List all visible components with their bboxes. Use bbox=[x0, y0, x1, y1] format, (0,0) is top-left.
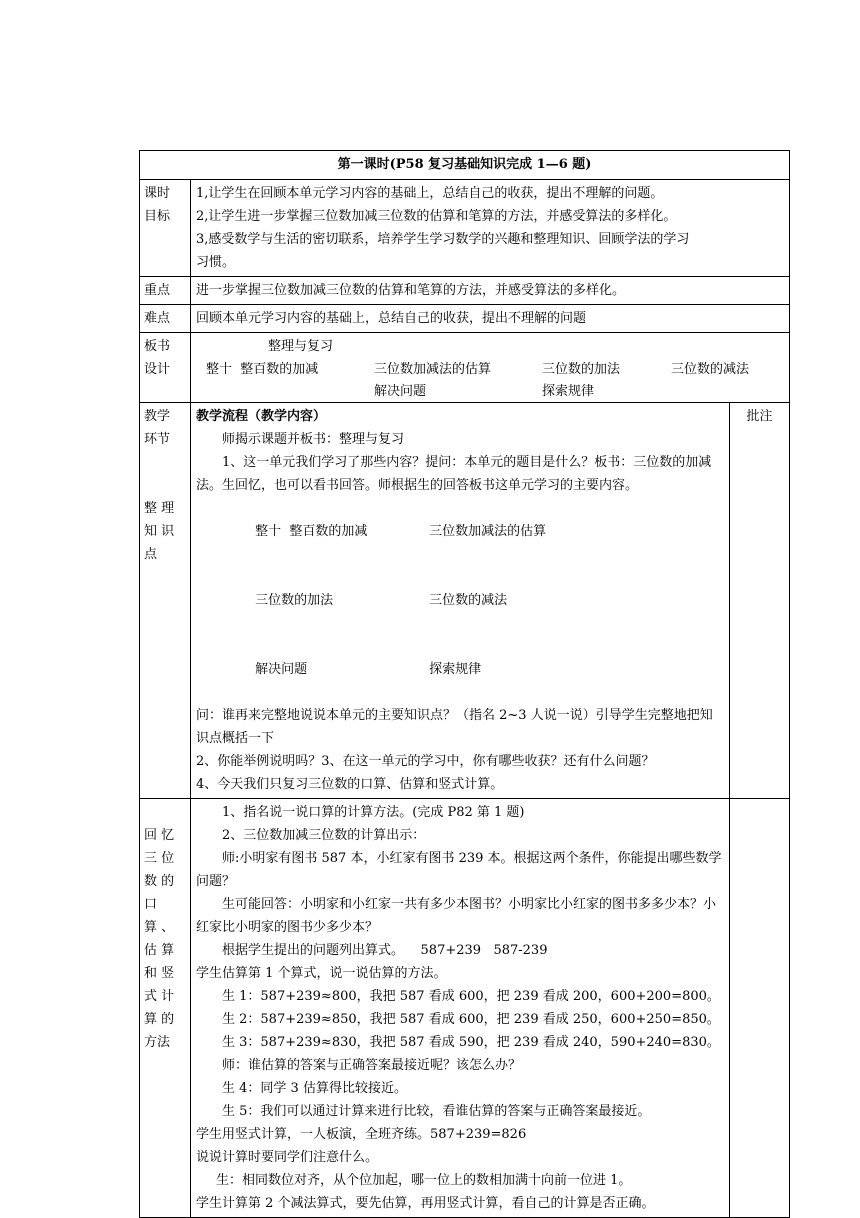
difficulty-label: 难点 bbox=[140, 305, 191, 333]
section1-content: 教学流程（教学内容） 师揭示课题并板书：整理与复习 1、这一单元我们学习了那些内容？提问：本单元的题目是什么？板书：三位数的加减法。生回忆，也可以看书回答。师根据生的回答板书这单元学习的主要内容。 整十 整百数的加减 三位数加减法的估算 三位数的加法 三位数的减法 解决问题 探索规律 问：谁再来完整地说说本单元的主要知识点？（指名 2~3 人说一说）引导学生完整地把知识点概括一下 2、你能举例说明吗？3、在这一单元的学习中，你有哪些收获？还有什么问题？ 4、今天我们只复习三位数的口算、估算和竖式计算。 bbox=[191, 403, 730, 799]
board-label: 板书 设计 bbox=[140, 333, 191, 403]
goal-item: 2,让学生进一步掌握三位数加减三位数的估算和笔算的方法，并感受算法的多样化。 bbox=[196, 209, 677, 224]
key-point-row bbox=[140, 277, 790, 305]
board-title: 整理与复习 bbox=[268, 339, 334, 354]
goals-content bbox=[191, 180, 790, 277]
board-item: 三位数的加法 bbox=[542, 362, 621, 377]
board-item: 三位数加减法的估算 bbox=[374, 362, 492, 377]
board-content bbox=[191, 333, 790, 403]
section2-content: 1、指名说一说口算的计算方法。(完成 P82 第 1 题) 2、三位数加减三位数的计算出示： 师:小明家有图书 587 本，小红家有图书 239 本。根据这两个条件，你能提出哪些数学问题？ 生可能回答：小明家和小红家一共有多少本图书？小明家比小红家的图书多多少本？小红家比小明家的图书少多少本？ 根据学生提出的问题列出算式。 587+239 587-239 学生估算第 1 个算式，说一说估算的方法。 生 1：587+239≈800，我把 587 看成 600，把 239 看成 200，600+200=800。 生 2：587+239≈850，我把 587 看成 600，把 239 看成 250，600+250=850。 生 3：587+239≈830，我把 587 看成 590，把 239 看成 240，590+240=830。 师：谁估算的答案与正确答案最接近呢？该怎么办？ 生 4：同学 3 估算得比较接近。 生 5：我们可以通过计算来进行比较，看谁估算的答案与正确答案最接近。 学生用竖式计算，一人板演，全班齐练。587+239=826 说说计算时要同学们注意什么。 生：相同数位对齐，从个位加起，哪一位上的数相加满十向前一位进 1。 学生计算第 2 个减法算式，要先估算，再用竖式计算，看自己的计算是否正确。 bbox=[191, 799, 730, 1218]
notes-cell bbox=[730, 799, 790, 1218]
lesson-plan-table bbox=[139, 150, 790, 1218]
difficulty-row bbox=[140, 305, 790, 333]
goal-item: 习惯。 bbox=[196, 255, 236, 270]
process-header: 教学流程（教学内容） bbox=[196, 409, 327, 424]
key-point-label: 重点 bbox=[140, 277, 191, 305]
notes-label: 批注 bbox=[730, 403, 790, 799]
board-row bbox=[140, 333, 790, 403]
section1-label: 教学 环节 整 理 知 识 点 bbox=[140, 403, 191, 799]
key-point-text: 进一步掌握三位数加减三位数的估算和笔算的方法，并感受算法的多样化。 bbox=[191, 277, 790, 305]
board-item: 整十 整百数的加减 bbox=[206, 362, 319, 377]
section2-row bbox=[140, 799, 790, 1218]
lesson-title: 第一课时(P58 复习基础知识完成 1—6 题) bbox=[140, 151, 790, 180]
title-row bbox=[140, 151, 790, 180]
goal-item: 3,感受数学与生活的密切联系，培养学生学习数学的兴趣和整理知识、回顾学法的学习 bbox=[196, 232, 690, 247]
goals-label: 课时 目标 bbox=[140, 180, 191, 277]
goal-item: 1,让学生在回顾本单元学习内容的基础上，总结自己的收获，提出不理解的问题。 bbox=[196, 186, 664, 201]
board-item: 探索规律 bbox=[542, 384, 595, 399]
board-item: 解决问题 bbox=[374, 384, 427, 399]
section2-label: 回 忆 三 位 数 的 口 算 、 估 算 和 竖 式 计 算 的 方法 bbox=[140, 799, 191, 1218]
board-item: 三位数的减法 bbox=[671, 362, 750, 377]
section1-row bbox=[140, 403, 790, 799]
difficulty-text: 回顾本单元学习内容的基础上，总结自己的收获，提出不理解的问题 bbox=[191, 305, 790, 333]
goals-row bbox=[140, 180, 790, 277]
